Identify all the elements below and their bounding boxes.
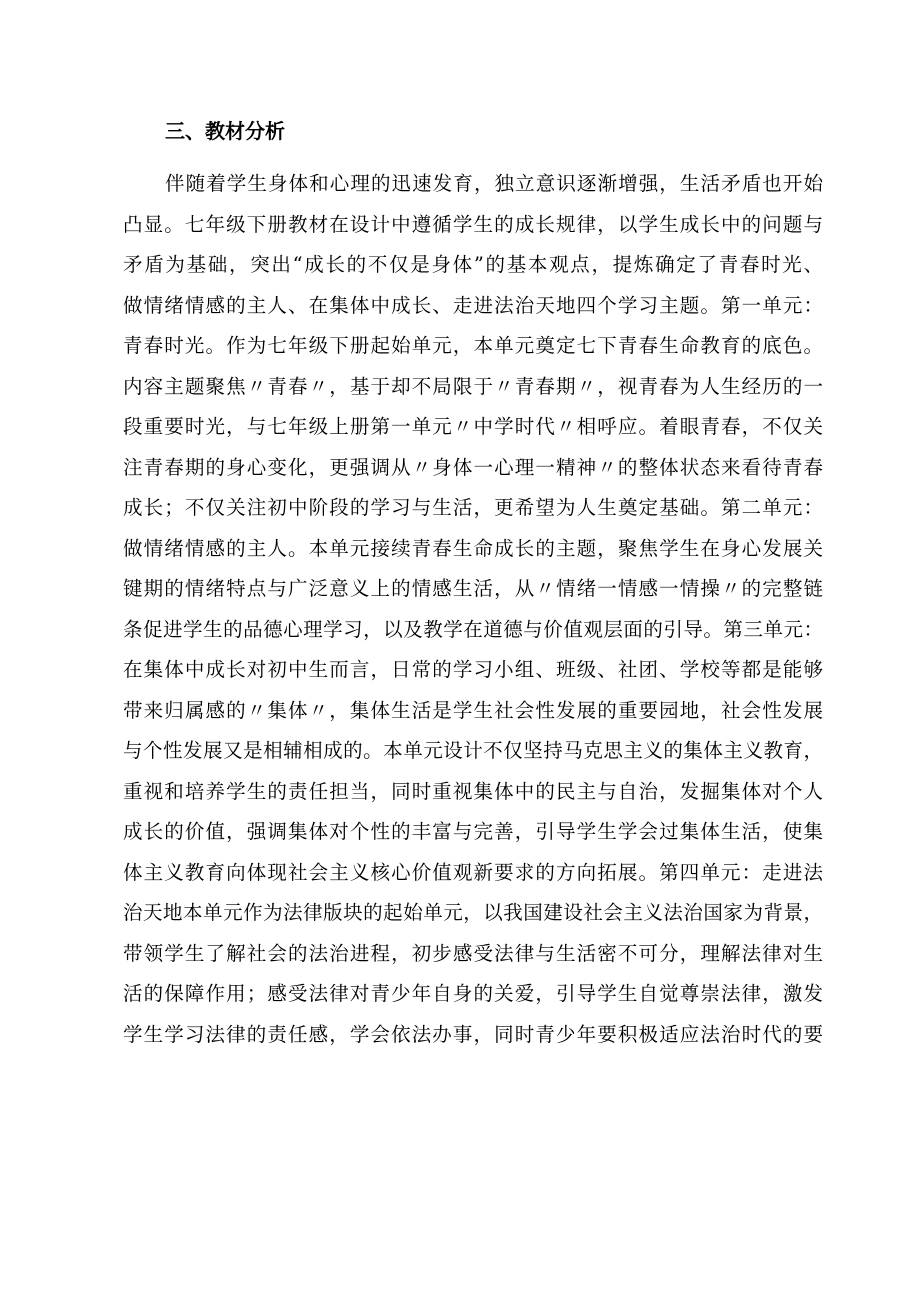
section-heading: 三、教材分析 (165, 119, 285, 143)
text-line: 注青春期的身心变化，更强调从〃身体一心理一精神〃的整体状态来看待青春 (123, 455, 823, 479)
text-line: 成长的价值，强调集体对个性的丰富与完善，引导学生学会过集体生活，使集 (123, 820, 823, 843)
text-line: 治天地本单元作为法律版块的起始单元，以我国建设社会主义法治国家为背景， (123, 901, 823, 924)
text-line: 条促进学生的品德心理学习，以及教学在道德与价值观层面的引导。第三单元： (123, 617, 823, 641)
text-line: 内容主题聚焦〃青春〃，基于却不局限于〃青春期〃，视青春为人生经历的一 (123, 374, 823, 398)
text-line: 学生学习法律的责任感，学会依法办事，同时青少年要积极适应法治时代的要 (123, 1022, 823, 1046)
text-line: 做情绪情感的主人、在集体中成长、走进法治天地四个学习主题。第一单元： (123, 293, 823, 317)
text-line: 凸显。七年级下册教材在设计中遵循学生的成长规律，以学生成长中的问题与 (123, 212, 823, 236)
text-line: 伴随着学生身体和心理的迅速发育，独立意识逐渐增强，生活矛盾也开始 (165, 172, 823, 195)
text-line: 青春时光。作为七年级下册起始单元，本单元奠定七下青春生命教育的底色。 (123, 334, 823, 357)
text-line: 带领学生了解社会的法治进程，初步感受法律与生活密不可分，理解法律对生 (123, 941, 823, 965)
text-line: 键期的情绪特点与广泛意义上的情感生活，从〃情绪一情感一情操〃的完整链 (123, 577, 823, 600)
text-line: 成长；不仅关注初中阶段的学习与生活，更希望为人生奠定基础。第二单元： (123, 496, 823, 519)
text-line: 与个性发展又是相辅相成的。本单元设计不仅坚持马克思主义的集体主义教育， (123, 739, 823, 762)
text-line: 活的保障作用；感受法律对青少年自身的关爱，引导学生自觉尊崇法律，激发 (123, 982, 823, 1005)
text-line: 带来归属感的〃集体〃，集体生活是学生社会性发展的重要园地，社会性发展 (123, 698, 823, 722)
text-line: 在集体中成长对初中生而言，日常的学习小组、班级、社团、学校等都是能够 (123, 658, 823, 681)
body-paragraph (123, 164, 823, 1055)
text-line: 段重要时光，与七年级上册第一单元〃中学时代〃相呼应。着眼青春，不仅关 (123, 415, 823, 438)
text-line: 重视和培养学生的责任担当，同时重视集体中的民主与自治，发掘集体对个人 (123, 779, 823, 803)
text-line: 体主义教育向体现社会主义核心价值观新要求的方向拓展。第四单元：走进法 (123, 860, 823, 884)
text-line: 做情绪情感的主人。本单元接续青春生命成长的主题，聚焦学生在身心发展关 (123, 536, 823, 560)
text-line: 矛盾为基础，突出“成长的不仅是身体”的基本观点，提炼确定了青春时光、 (123, 253, 823, 276)
